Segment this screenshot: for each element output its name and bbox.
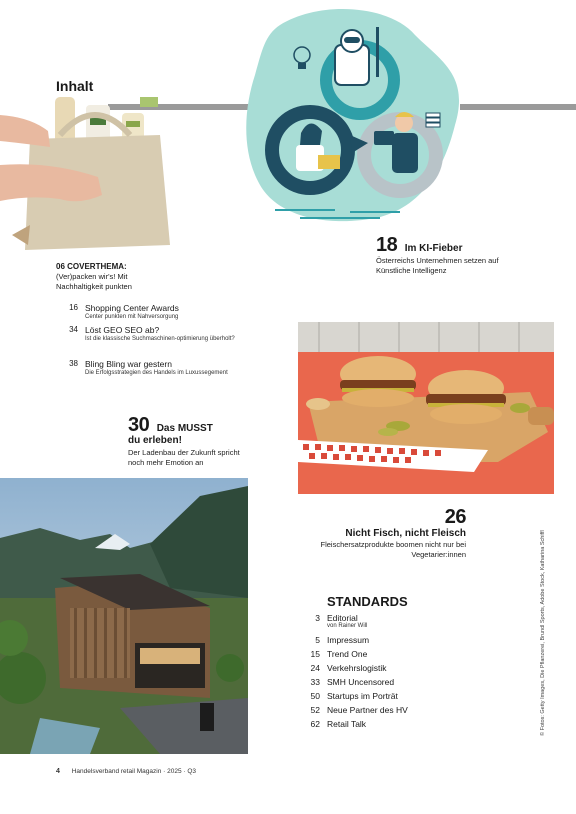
standards-item-title: Verkehrslogistik (327, 663, 387, 673)
standards-item-title: Retail Talk (327, 719, 367, 729)
toc-item-title: Shopping Center Awards (85, 303, 179, 313)
toc-item-subtitle: Die Erfolgsstrategien des Handels im Luxussegement (85, 370, 228, 376)
standards-item-title: Trend One (327, 649, 368, 659)
feature-title: Nicht Fisch, nicht Fleisch (345, 528, 466, 539)
toc-item-page: 38 (69, 359, 78, 368)
toc-item-subtitle: Ist die klassische Suchmaschinen-optimierung überholt? (85, 336, 235, 342)
standards-item-page: 62 (310, 719, 320, 729)
feature-subtitle: Der Ladenbau der Zukunft spricht noch mehr Emotion an (128, 448, 240, 467)
store-building-alps-photo (0, 478, 248, 754)
toc-item-subtitle: Center punkten mit Nahversorgung (85, 314, 179, 320)
ai-illustration (240, 5, 470, 233)
feature-subtitle: Österreichs Unternehmen setzen auf Künstliche Intelligenz (376, 256, 499, 275)
footer-publication: Handelsverband retail Magazin · 2025 · Q3 (71, 768, 197, 775)
toc-item-page: 34 (69, 325, 78, 334)
standards-item-page: 5 (315, 635, 320, 645)
feature-page-number: 30 (128, 414, 150, 436)
standards-item-page: 50 (310, 691, 320, 701)
standards-title: STANDARDS (327, 594, 408, 609)
toc-item-title: Bling Bling war gestern (85, 359, 172, 369)
photo-credits: © Fotos: Getty Images, Die Pflanzerei, Brundl Sports, Adobe Stock, Katharina Schiffl (540, 530, 546, 736)
cover-bag-photo (0, 95, 185, 260)
feature-subtitle: Fleischersatzprodukte boomen nicht nur bei Vegetarier:innen (320, 540, 466, 559)
feature-musst-erleben[interactable] (128, 414, 258, 467)
feature-page-number: 26 (444, 506, 466, 528)
feature-page-number: 18 (376, 234, 398, 256)
standards-item-page: 33 (310, 677, 320, 687)
standards-item-title: SMH Uncensored (327, 677, 395, 687)
page-number: 4 (56, 768, 60, 775)
standards-item-title: Startups im Porträt (327, 691, 398, 701)
standards-item-page: 24 (310, 663, 320, 673)
feature-title-line-1: Das MUSST (156, 423, 213, 434)
toc-item-title: Löst GEO SEO ab? (85, 325, 160, 335)
standards-item-title: Editorial (327, 613, 358, 623)
divider-bar-right (460, 104, 576, 110)
standards-item-subtitle: von Rainer Will (327, 623, 368, 629)
page-footer (56, 768, 196, 775)
feature-nicht-fisch-nicht-fleisch[interactable] (318, 506, 466, 559)
standards-item-title: Impressum (327, 635, 370, 645)
standards-item-page: 15 (310, 649, 320, 659)
feature-title: Im KI-Fieber (404, 243, 463, 254)
veggie-burger-photo (298, 322, 554, 494)
feature-ki-fieber[interactable] (376, 234, 556, 275)
standards-item-title: Neue Partner des HV (327, 705, 408, 715)
toc-item-page: 16 (69, 303, 78, 312)
standards-item-page: 3 (315, 613, 320, 623)
feature-title-line-2: du erleben! (128, 435, 182, 446)
toc-title: Inhalt (56, 78, 94, 94)
cover-story-label[interactable]: 06 COVERTHEMA: (56, 262, 127, 271)
standards-item-page: 52 (310, 705, 320, 715)
cover-story-subtitle: (Ver)packen wir's! Mit Nachhaltigkeit punkten (56, 272, 132, 291)
